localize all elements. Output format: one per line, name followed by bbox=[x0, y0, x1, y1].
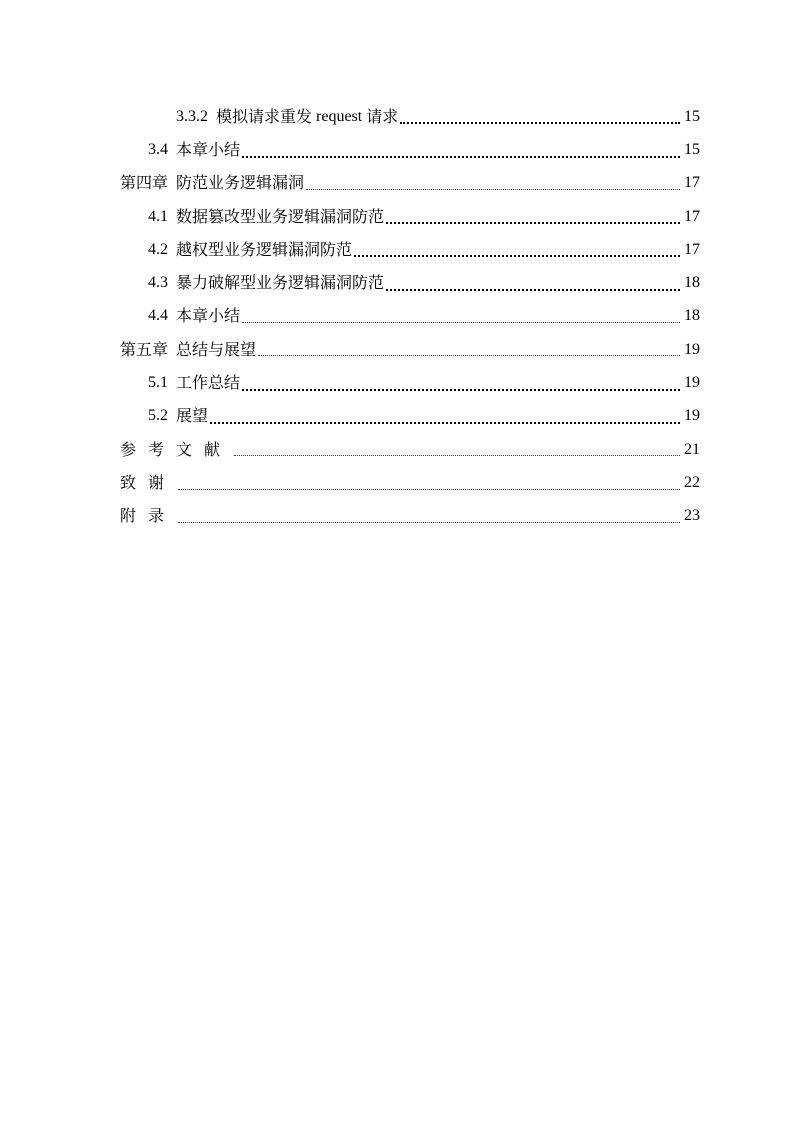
toc-title-part: request bbox=[312, 107, 367, 125]
toc-title: 工作总结 bbox=[176, 373, 241, 393]
toc-entry-3-4[interactable] bbox=[120, 133, 700, 166]
toc-entry-acknowledgements[interactable] bbox=[120, 466, 700, 499]
dot-leader bbox=[242, 156, 680, 158]
toc-title-part: 请求 bbox=[366, 106, 399, 126]
toc-number: 5.1 bbox=[148, 374, 168, 392]
toc-title: 附录 bbox=[120, 506, 177, 526]
toc-title: 参考文献 bbox=[120, 439, 233, 459]
toc-entry-5-1[interactable] bbox=[120, 366, 700, 399]
toc-entry-3-3-2[interactable] bbox=[120, 100, 700, 133]
toc-page: 22 bbox=[684, 473, 700, 491]
toc-page: 19 bbox=[684, 407, 700, 425]
dot-leader bbox=[354, 255, 680, 257]
toc-number: 4.2 bbox=[148, 240, 168, 258]
toc-entry-4-2[interactable] bbox=[120, 233, 700, 266]
toc-entry-4-4[interactable] bbox=[120, 300, 700, 333]
toc-title: 越权型业务逻辑漏洞防范 bbox=[176, 239, 353, 259]
toc-entry-chapter-4[interactable] bbox=[120, 167, 700, 200]
toc-title: 本章小结 bbox=[176, 306, 241, 326]
toc-page: 17 bbox=[684, 207, 700, 225]
toc-title: 致谢 bbox=[120, 472, 177, 492]
toc-number: 第四章 bbox=[120, 173, 169, 193]
toc-title: 数据篡改型业务逻辑漏洞防范 bbox=[176, 206, 385, 226]
toc-number: 4.3 bbox=[148, 274, 168, 292]
toc-title: 防范业务逻辑漏洞 bbox=[176, 173, 305, 193]
toc-number: 3.3.2 bbox=[176, 107, 208, 125]
toc-page: 15 bbox=[684, 140, 700, 158]
toc-page: 17 bbox=[684, 174, 700, 192]
dot-leader bbox=[178, 522, 680, 523]
toc-number: 4.1 bbox=[148, 207, 168, 225]
toc-page: 15 bbox=[684, 107, 700, 125]
toc-page: 21 bbox=[684, 440, 700, 458]
toc-page: 19 bbox=[684, 374, 700, 392]
toc-title: 本章小结 bbox=[176, 139, 241, 159]
dot-leader bbox=[258, 355, 680, 356]
toc-number: 第五章 bbox=[120, 339, 169, 359]
toc-page: 19 bbox=[684, 340, 700, 358]
dot-leader bbox=[234, 455, 680, 456]
dot-leader bbox=[386, 289, 680, 291]
dot-leader bbox=[242, 322, 680, 323]
toc-title: 暴力破解型业务逻辑漏洞防范 bbox=[176, 273, 385, 293]
toc-entry-4-1[interactable] bbox=[120, 200, 700, 233]
toc-entry-4-3[interactable] bbox=[120, 266, 700, 299]
dot-leader bbox=[386, 222, 680, 224]
toc-entry-5-2[interactable] bbox=[120, 400, 700, 433]
toc-page: 17 bbox=[684, 240, 700, 258]
dot-leader bbox=[178, 489, 680, 490]
toc-page: 23 bbox=[684, 507, 700, 525]
table-of-contents bbox=[120, 100, 700, 533]
toc-title: 总结与展望 bbox=[176, 339, 257, 359]
dot-leader bbox=[210, 422, 680, 424]
toc-entry-references[interactable] bbox=[120, 433, 700, 466]
toc-title-part: 模拟请求重发 bbox=[216, 106, 313, 126]
dot-leader bbox=[400, 122, 680, 124]
toc-entry-appendix[interactable] bbox=[120, 500, 700, 533]
dot-leader bbox=[242, 389, 680, 391]
dot-leader bbox=[306, 189, 680, 190]
toc-title: 展望 bbox=[176, 406, 209, 426]
toc-number: 5.2 bbox=[148, 407, 168, 425]
toc-page: 18 bbox=[684, 274, 700, 292]
toc-number: 3.4 bbox=[148, 140, 168, 158]
toc-page: 18 bbox=[684, 307, 700, 325]
toc-entry-chapter-5[interactable] bbox=[120, 333, 700, 366]
toc-number: 4.4 bbox=[148, 307, 168, 325]
